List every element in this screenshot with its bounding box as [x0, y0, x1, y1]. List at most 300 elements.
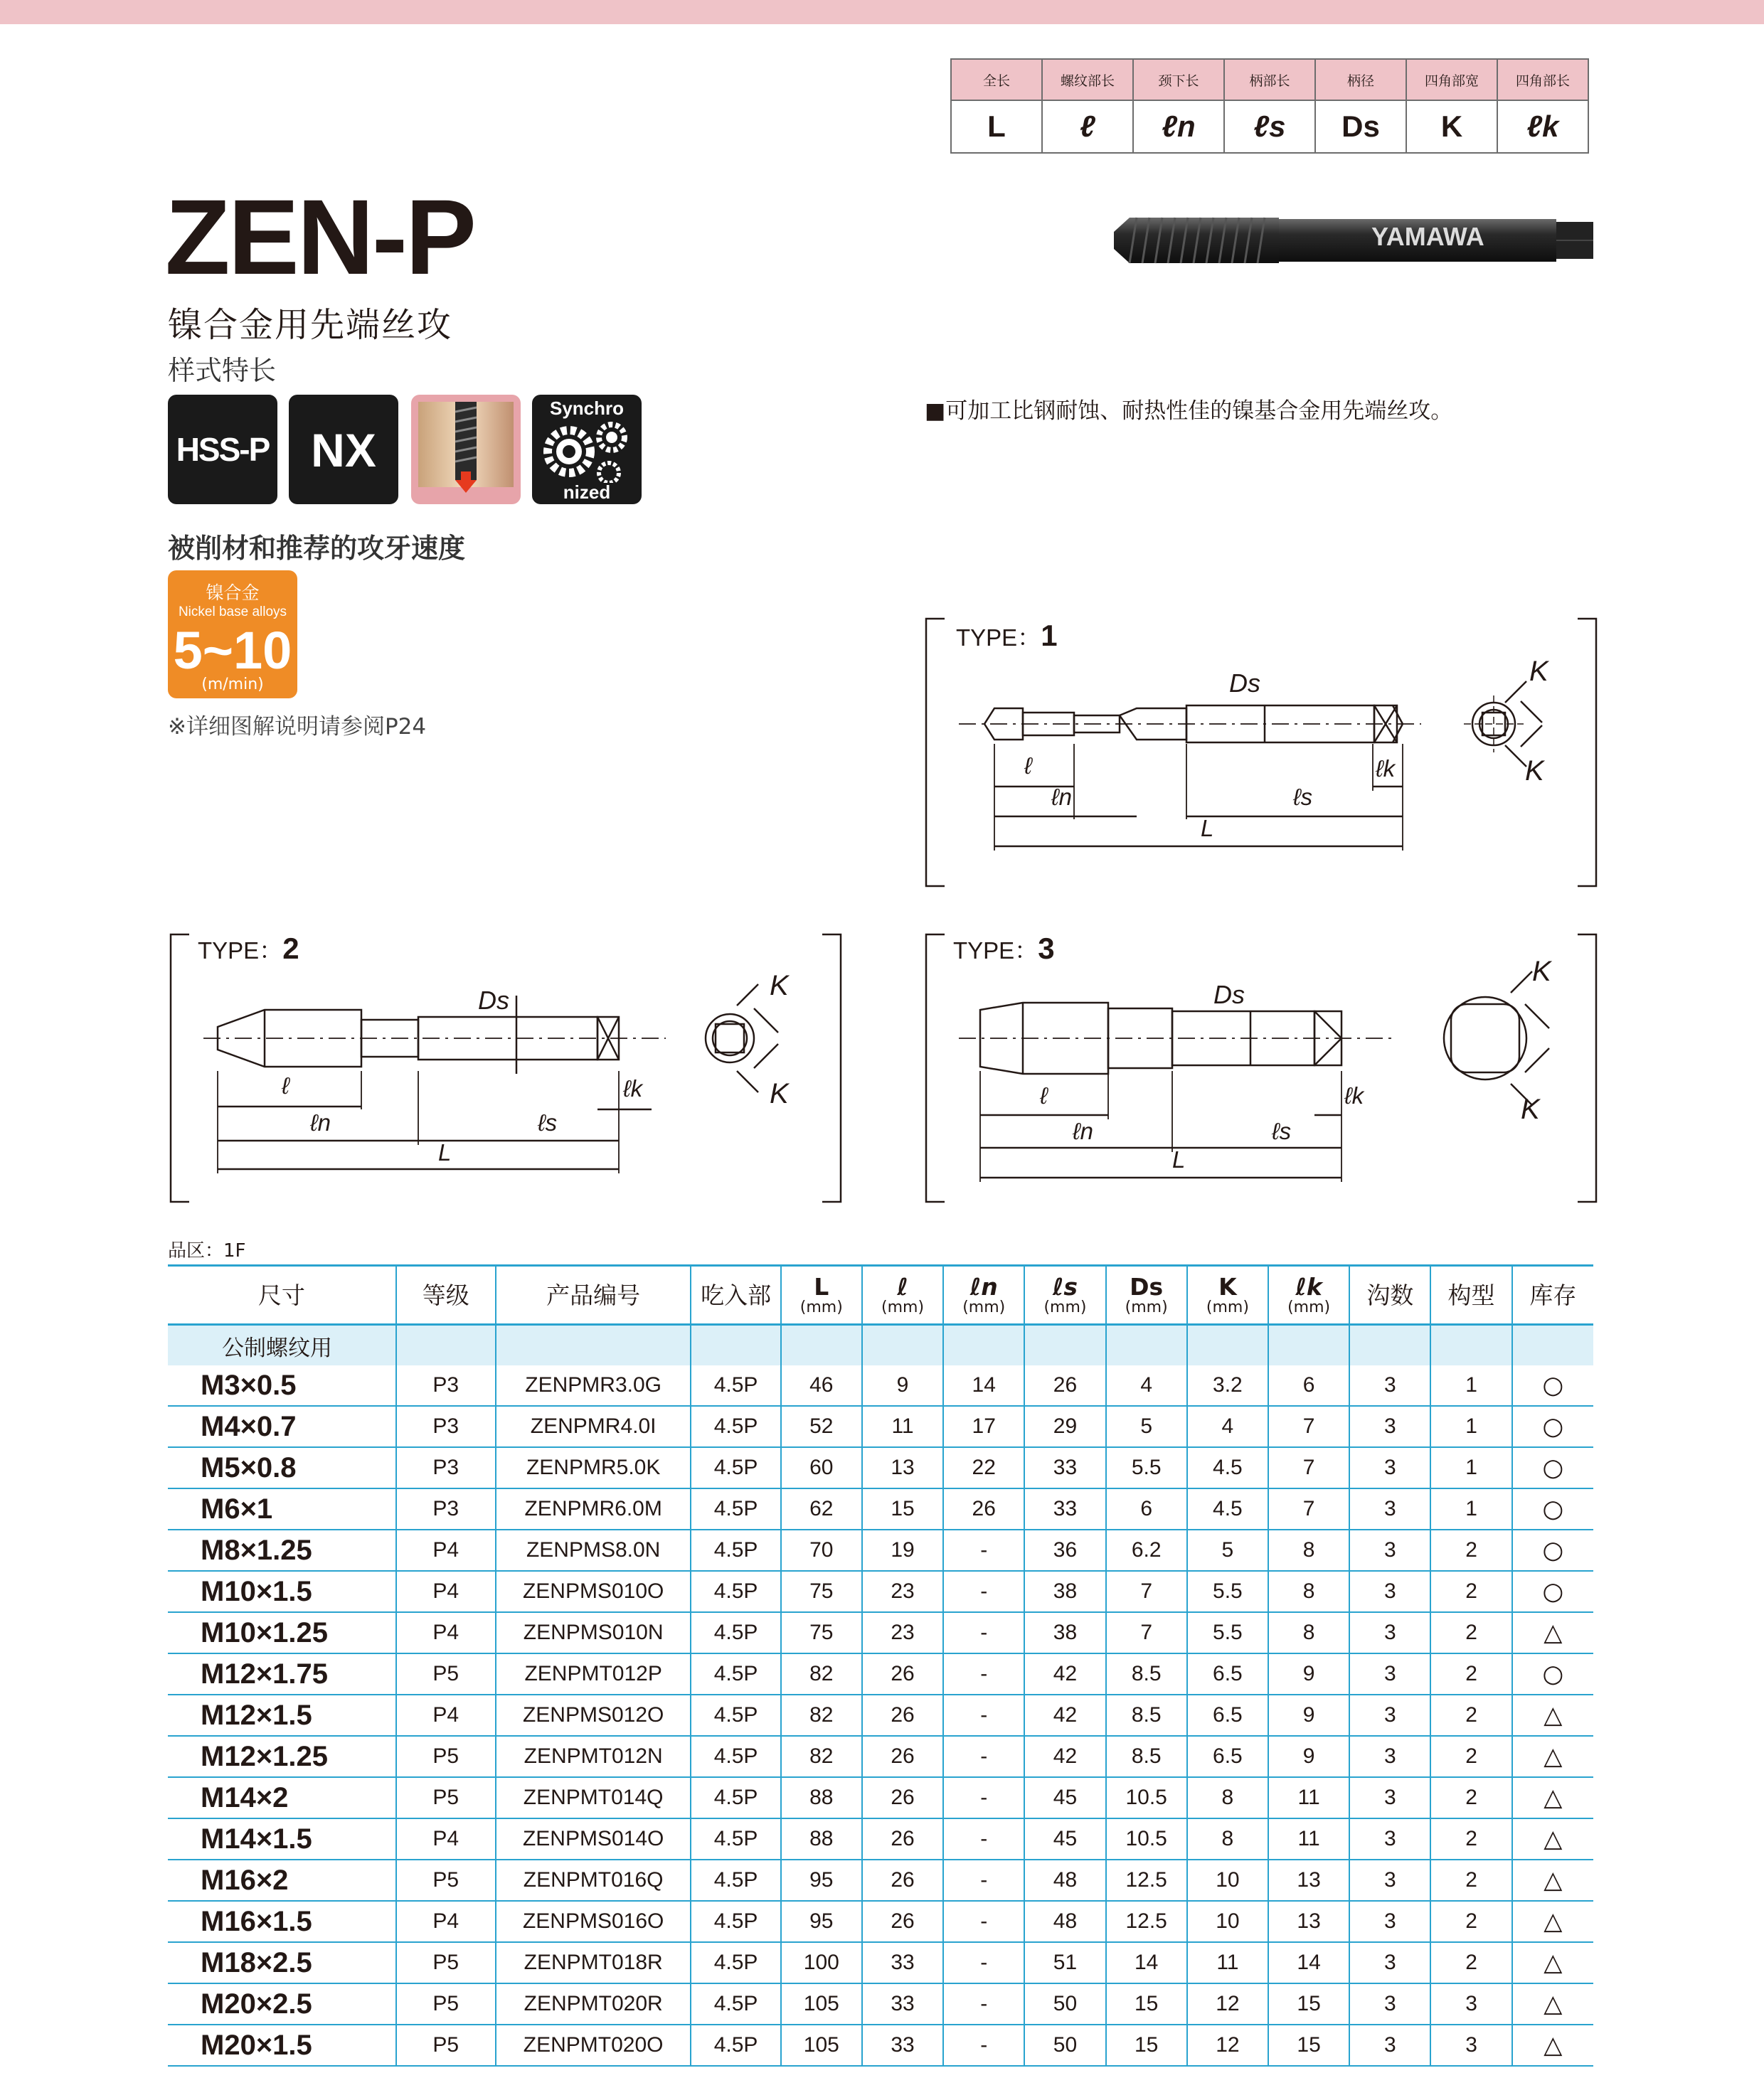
- table-cell: 4.5P: [691, 2025, 780, 2066]
- table-cell: 4.5P: [691, 1818, 780, 1860]
- table-cell: 11: [862, 1406, 943, 1447]
- stock-cell: △: [1512, 1942, 1593, 1983]
- table-cell: 8: [1187, 1818, 1268, 1860]
- table-cell: 33: [862, 1942, 943, 1983]
- column-header: [943, 1266, 1024, 1325]
- table-cell: 46: [781, 1365, 862, 1406]
- section-cell: [1349, 1325, 1430, 1366]
- table-cell: 13: [862, 1447, 943, 1488]
- table-cell: -: [943, 1818, 1024, 1860]
- table-cell: 7: [1268, 1447, 1349, 1488]
- table-cell: 42: [1024, 1736, 1105, 1777]
- table-cell: 4.5P: [691, 1653, 780, 1695]
- table-cell: 3: [1349, 1406, 1430, 1447]
- table-row: [168, 1983, 1593, 2025]
- size-cell: M16×2: [168, 1860, 396, 1901]
- table-cell: 5.5: [1187, 1571, 1268, 1612]
- table-cell: 51: [1024, 1942, 1105, 1983]
- table-cell: 15: [1106, 2025, 1187, 2066]
- type2-diagram: [168, 932, 844, 1205]
- speed-unit: (m/min): [201, 676, 264, 693]
- ln-label: ℓn: [310, 1109, 331, 1136]
- speed-badge: [168, 570, 297, 698]
- brand-mark: YAMAWA: [1371, 222, 1484, 251]
- table-cell: 2: [1430, 1818, 1511, 1860]
- table-cell: 14: [1268, 1942, 1349, 1983]
- product-title: ZEN-P: [165, 177, 474, 297]
- reference-note: ※详细图解说明请参阅P24: [168, 714, 427, 740]
- table-row: [168, 1406, 1593, 1447]
- table-row: [168, 1530, 1593, 1571]
- table-cell: 33: [1024, 1447, 1105, 1488]
- table-cell: P4: [396, 1818, 496, 1860]
- L-label: L: [1172, 1146, 1186, 1173]
- table-cell: 42: [1024, 1695, 1105, 1736]
- legend-header-cell: 颈下长: [1133, 59, 1224, 100]
- column-header-label: 沟数: [1366, 1281, 1414, 1309]
- table-row: [168, 1488, 1593, 1530]
- hss-p-icon: HSS-P: [168, 395, 277, 504]
- table-cell: 8: [1268, 1571, 1349, 1612]
- table-cell: 8.5: [1106, 1653, 1187, 1695]
- table-cell: 33: [862, 1983, 943, 2025]
- column-header: [1430, 1266, 1511, 1325]
- size-cell: M10×1.25: [168, 1612, 396, 1653]
- column-header-label: 构型: [1447, 1281, 1495, 1309]
- table-cell: 2: [1430, 1860, 1511, 1901]
- section-label: 公制螺纹用: [168, 1325, 396, 1366]
- table-cell: 8: [1187, 1777, 1268, 1818]
- table-cell: ZENPMS010N: [496, 1612, 691, 1653]
- column-header-unit: (mm): [1125, 1298, 1168, 1316]
- table-row: [168, 1901, 1593, 1942]
- table-cell: 2: [1430, 1571, 1511, 1612]
- table-cell: P5: [396, 1860, 496, 1901]
- table-cell: 4.5P: [691, 1406, 780, 1447]
- section-cell: [1106, 1325, 1187, 1366]
- l-label: ℓ: [1040, 1082, 1048, 1109]
- table-cell: P3: [396, 1406, 496, 1447]
- table-cell: 4.5P: [691, 1530, 780, 1571]
- top-band: [0, 0, 1764, 24]
- k-label-top: K: [1529, 656, 1548, 687]
- table-cell: ZENPMR5.0K: [496, 1447, 691, 1488]
- size-cell: M16×1.5: [168, 1901, 396, 1942]
- column-header: [862, 1266, 943, 1325]
- table-cell: 3: [1349, 1942, 1430, 1983]
- column-header-label: ℓn: [969, 1272, 998, 1301]
- size-cell: M12×1.5: [168, 1695, 396, 1736]
- table-cell: 4.5P: [691, 1488, 780, 1530]
- table-cell: 4: [1106, 1365, 1187, 1406]
- column-header-unit: (mm): [962, 1298, 1006, 1316]
- table-cell: 26: [862, 1777, 943, 1818]
- table-row: [168, 1365, 1593, 1406]
- table-cell: 48: [1024, 1860, 1105, 1901]
- legend-symbol-cell: ℓn: [1133, 100, 1224, 153]
- table-cell: 17: [943, 1406, 1024, 1447]
- table-cell: 95: [781, 1901, 862, 1942]
- legend-symbol-cell: K: [1406, 100, 1497, 153]
- table-cell: 60: [781, 1447, 862, 1488]
- stock-cell: ○: [1512, 1406, 1593, 1447]
- synchronized-icon: Synchro nized: [532, 395, 642, 504]
- table-cell: 2: [1430, 1901, 1511, 1942]
- table-cell: 8.5: [1106, 1695, 1187, 1736]
- table-cell: 50: [1024, 2025, 1105, 2066]
- table-cell: 48: [1024, 1901, 1105, 1942]
- table-cell: 9: [1268, 1695, 1349, 1736]
- lk-label: ℓk: [623, 1075, 643, 1102]
- legend-header-cell: 全长: [951, 59, 1042, 100]
- product-subtitle: 镍合金用先端丝攻: [168, 305, 453, 345]
- size-cell: M3×0.5: [168, 1365, 396, 1406]
- table-cell: 33: [1024, 1488, 1105, 1530]
- table-cell: P5: [396, 1736, 496, 1777]
- table-cell: 6: [1106, 1488, 1187, 1530]
- stock-cell: △: [1512, 1818, 1593, 1860]
- size-cell: M14×1.5: [168, 1818, 396, 1860]
- stock-cell: ○: [1512, 1365, 1593, 1406]
- stock-cell: △: [1512, 1901, 1593, 1942]
- table-cell: 26: [862, 1695, 943, 1736]
- table-cell: 7: [1268, 1406, 1349, 1447]
- table-cell: 11: [1268, 1818, 1349, 1860]
- table-cell: 13: [1268, 1860, 1349, 1901]
- table-cell: 105: [781, 1983, 862, 2025]
- table-cell: 22: [943, 1447, 1024, 1488]
- table-cell: ZENPMT012P: [496, 1653, 691, 1695]
- table-cell: 3.2: [1187, 1365, 1268, 1406]
- section-row: [168, 1325, 1593, 1366]
- table-cell: ZENPMT020O: [496, 2025, 691, 2066]
- stock-cell: ○: [1512, 1447, 1593, 1488]
- table-cell: 12.5: [1106, 1860, 1187, 1901]
- column-header-label: 库存: [1529, 1281, 1577, 1309]
- table-cell: 2: [1430, 1942, 1511, 1983]
- table-cell: 12: [1187, 2025, 1268, 2066]
- size-cell: M12×1.25: [168, 1736, 396, 1777]
- k-label-bottom: K: [1521, 1094, 1540, 1125]
- size-cell: M5×0.8: [168, 1447, 396, 1488]
- column-header-label: 产品编号: [546, 1281, 641, 1309]
- table-cell: 4.5P: [691, 1447, 780, 1488]
- size-cell: M20×1.5: [168, 2025, 396, 2066]
- table-cell: 23: [862, 1571, 943, 1612]
- size-cell: M4×0.7: [168, 1406, 396, 1447]
- feature-description: ■可加工比钢耐蚀、耐热性佳的镍基合金用先端丝攻。: [925, 398, 1453, 424]
- size-cell: M20×2.5: [168, 1983, 396, 2025]
- table-cell: 8.5: [1106, 1736, 1187, 1777]
- column-header-label: L: [814, 1272, 829, 1301]
- table-cell: 1: [1430, 1406, 1511, 1447]
- L-label: L: [438, 1139, 452, 1166]
- table-cell: P5: [396, 1653, 496, 1695]
- size-cell: M6×1: [168, 1488, 396, 1530]
- table-cell: 95: [781, 1860, 862, 1901]
- column-header-unit: (mm): [799, 1298, 843, 1316]
- table-cell: ZENPMT020R: [496, 1983, 691, 2025]
- table-cell: 3: [1349, 1530, 1430, 1571]
- table-cell: ZENPMR6.0M: [496, 1488, 691, 1530]
- table-cell: 26: [862, 1901, 943, 1942]
- table-cell: P5: [396, 2025, 496, 2066]
- table-cell: -: [943, 1530, 1024, 1571]
- table-cell: 10.5: [1106, 1818, 1187, 1860]
- table-cell: ZENPMT014Q: [496, 1777, 691, 1818]
- table-cell: 3: [1349, 1612, 1430, 1653]
- style-note: 样式特长: [168, 355, 277, 386]
- column-header-unit: (mm): [1206, 1298, 1249, 1316]
- table-cell: 4.5P: [691, 1983, 780, 2025]
- tap-product-photo: [1108, 212, 1599, 272]
- legend-symbol-cell: L: [951, 100, 1042, 153]
- stock-cell: △: [1512, 1736, 1593, 1777]
- table-cell: 52: [781, 1406, 862, 1447]
- size-cell: M10×1.5: [168, 1571, 396, 1612]
- table-row: [168, 1942, 1593, 1983]
- table-cell: 38: [1024, 1571, 1105, 1612]
- table-cell: 1: [1430, 1365, 1511, 1406]
- table-cell: ZENPMR3.0G: [496, 1365, 691, 1406]
- stock-cell: △: [1512, 1983, 1593, 2025]
- table-cell: 13: [1268, 1901, 1349, 1942]
- table-row: [168, 1571, 1593, 1612]
- table-cell: ZENPMS012O: [496, 1695, 691, 1736]
- table-cell: 75: [781, 1612, 862, 1653]
- column-header: [168, 1266, 396, 1325]
- table-cell: 4.5P: [691, 1736, 780, 1777]
- k-label-bottom: K: [1525, 755, 1544, 787]
- table-cell: ZENPMS8.0N: [496, 1530, 691, 1571]
- column-header-label: Ds: [1130, 1272, 1164, 1301]
- table-cell: P4: [396, 1695, 496, 1736]
- column-header: [1349, 1266, 1430, 1325]
- section-cell: [1187, 1325, 1268, 1366]
- table-cell: 4.5P: [691, 1942, 780, 1983]
- table-cell: -: [943, 1612, 1024, 1653]
- table-cell: 4.5P: [691, 1777, 780, 1818]
- table-cell: 26: [1024, 1365, 1105, 1406]
- L-label: L: [1201, 815, 1214, 841]
- legend-header-cell: 螺纹部长: [1042, 59, 1133, 100]
- k-label-top: K: [1532, 956, 1551, 987]
- table-cell: 9: [1268, 1736, 1349, 1777]
- ds-label: Ds: [478, 986, 509, 1015]
- table-cell: -: [943, 1736, 1024, 1777]
- type3-diagram: [923, 932, 1599, 1205]
- column-header: [496, 1266, 691, 1325]
- section-cell: [691, 1325, 780, 1366]
- table-row: [168, 1695, 1593, 1736]
- table-cell: 5.5: [1187, 1612, 1268, 1653]
- column-header: [1268, 1266, 1349, 1325]
- ls-label: ℓs: [1272, 1118, 1292, 1144]
- table-cell: ZENPMS014O: [496, 1818, 691, 1860]
- table-cell: 4: [1187, 1406, 1268, 1447]
- table-cell: P3: [396, 1365, 496, 1406]
- column-header-unit: (mm): [1287, 1298, 1331, 1316]
- lk-label: ℓk: [1376, 755, 1396, 782]
- table-cell: 42: [1024, 1653, 1105, 1695]
- table-cell: 5.5: [1106, 1447, 1187, 1488]
- column-header-label: ℓk: [1295, 1272, 1322, 1301]
- legend-header-cell: 四角部宽: [1406, 59, 1497, 100]
- table-cell: 11: [1268, 1777, 1349, 1818]
- table-cell: 9: [862, 1365, 943, 1406]
- table-cell: 105: [781, 2025, 862, 2066]
- table-cell: 36: [1024, 1530, 1105, 1571]
- nx-coating-icon: NX: [289, 395, 398, 504]
- table-cell: 10.5: [1106, 1777, 1187, 1818]
- table-cell: ZENPMT012N: [496, 1736, 691, 1777]
- table-cell: 3: [1349, 1860, 1430, 1901]
- table-cell: 6.5: [1187, 1653, 1268, 1695]
- table-cell: -: [943, 1571, 1024, 1612]
- table-cell: ZENPMR4.0I: [496, 1406, 691, 1447]
- table-cell: 8: [1268, 1530, 1349, 1571]
- ln-label: ℓn: [1073, 1118, 1094, 1144]
- l-label: ℓ: [1024, 752, 1032, 779]
- stock-cell: △: [1512, 2025, 1593, 2066]
- ln-label: ℓn: [1051, 784, 1073, 810]
- table-cell: 15: [1268, 2025, 1349, 2066]
- table-row: [168, 1736, 1593, 1777]
- spiral-point-icon: [411, 395, 521, 504]
- speed-section-title: 被削材和推荐的攻牙速度: [168, 533, 466, 564]
- table-cell: 4.5: [1187, 1447, 1268, 1488]
- table-cell: 14: [943, 1365, 1024, 1406]
- section-cell: [781, 1325, 862, 1366]
- table-cell: 26: [862, 1818, 943, 1860]
- table-cell: 6.5: [1187, 1695, 1268, 1736]
- table-cell: -: [943, 1653, 1024, 1695]
- column-header-label: ℓs: [1052, 1272, 1078, 1301]
- l-label: ℓ: [282, 1072, 289, 1099]
- legend-symbol-cell: Ds: [1315, 100, 1406, 153]
- table-cell: 45: [1024, 1818, 1105, 1860]
- legend-symbol-cell: ℓs: [1224, 100, 1315, 153]
- size-cell: M18×2.5: [168, 1942, 396, 1983]
- table-cell: 33: [862, 2025, 943, 2066]
- speed-value: 5~10: [173, 621, 292, 680]
- table-row: [168, 1777, 1593, 1818]
- column-header-label: 尺寸: [257, 1281, 305, 1309]
- table-cell: 88: [781, 1777, 862, 1818]
- table-cell: 11: [1187, 1942, 1268, 1983]
- table-cell: 15: [1268, 1983, 1349, 2025]
- table-cell: 12.5: [1106, 1901, 1187, 1942]
- dimension-legend-table: [950, 58, 1589, 154]
- table-cell: 7: [1106, 1612, 1187, 1653]
- table-cell: 3: [1349, 1736, 1430, 1777]
- ds-label: Ds: [1213, 980, 1245, 1009]
- stock-cell: △: [1512, 1860, 1593, 1901]
- gear-icon: [532, 416, 642, 483]
- table-cell: -: [943, 1942, 1024, 1983]
- legend-header-cell: 四角部长: [1497, 59, 1588, 100]
- area-note: 品区：1F: [168, 1240, 246, 1262]
- size-cell: M12×1.75: [168, 1653, 396, 1695]
- table-cell: 3: [1349, 1777, 1430, 1818]
- type2-label: TYPE：2: [198, 932, 299, 965]
- table-cell: P5: [396, 1983, 496, 2025]
- table-cell: 3: [1430, 1983, 1511, 2025]
- table-cell: 6.5: [1187, 1736, 1268, 1777]
- column-header-label: 等级: [422, 1281, 469, 1309]
- table-cell: 26: [862, 1860, 943, 1901]
- table-cell: 2: [1430, 1653, 1511, 1695]
- column-header-unit: (mm): [1043, 1298, 1087, 1316]
- table-cell: 1: [1430, 1488, 1511, 1530]
- section-cell: [862, 1325, 943, 1366]
- table-row: [168, 2025, 1593, 2066]
- stock-cell: △: [1512, 1777, 1593, 1818]
- table-cell: 45: [1024, 1777, 1105, 1818]
- column-header-label: ℓ: [897, 1272, 908, 1301]
- table-cell: 3: [1349, 1571, 1430, 1612]
- table-cell: 4.5: [1187, 1488, 1268, 1530]
- column-header: [1187, 1266, 1268, 1325]
- table-cell: P5: [396, 1942, 496, 1983]
- table-cell: 3: [1430, 2025, 1511, 2066]
- column-header: [691, 1266, 780, 1325]
- table-cell: 2: [1430, 1736, 1511, 1777]
- table-row: [168, 1653, 1593, 1695]
- table-cell: 75: [781, 1571, 862, 1612]
- table-cell: 82: [781, 1695, 862, 1736]
- table-cell: 19: [862, 1530, 943, 1571]
- stock-cell: ○: [1512, 1653, 1593, 1695]
- stock-cell: ○: [1512, 1530, 1593, 1571]
- table-cell: 15: [862, 1488, 943, 1530]
- table-cell: 6.2: [1106, 1530, 1187, 1571]
- table-cell: 88: [781, 1818, 862, 1860]
- table-cell: -: [943, 1777, 1024, 1818]
- material-label-en: Nickel base alloys: [178, 604, 287, 619]
- table-cell: 4.5P: [691, 1860, 780, 1901]
- table-cell: 4.5P: [691, 1612, 780, 1653]
- table-cell: 7: [1268, 1488, 1349, 1530]
- table-cell: 3: [1349, 2025, 1430, 2066]
- material-label: 镍合金: [206, 582, 260, 603]
- table-cell: ZENPMS010O: [496, 1571, 691, 1612]
- table-cell: 3: [1349, 1488, 1430, 1530]
- k-label-bottom: K: [770, 1078, 789, 1109]
- type3-label: TYPE：3: [953, 932, 1055, 965]
- table-cell: 3: [1349, 1365, 1430, 1406]
- table-cell: 1: [1430, 1447, 1511, 1488]
- table-cell: 2: [1430, 1695, 1511, 1736]
- table-cell: ZENPMS016O: [496, 1901, 691, 1942]
- table-cell: 38: [1024, 1612, 1105, 1653]
- size-cell: M14×2: [168, 1777, 396, 1818]
- legend-header-cell: 柄径: [1315, 59, 1406, 100]
- table-cell: 4.5P: [691, 1695, 780, 1736]
- table-cell: P5: [396, 1777, 496, 1818]
- ds-label: Ds: [1229, 668, 1260, 698]
- section-cell: [1024, 1325, 1105, 1366]
- stock-cell: △: [1512, 1612, 1593, 1653]
- size-cell: M8×1.25: [168, 1530, 396, 1571]
- stock-cell: ○: [1512, 1488, 1593, 1530]
- stock-cell: ○: [1512, 1571, 1593, 1612]
- section-cell: [1430, 1325, 1511, 1366]
- table-cell: 26: [862, 1736, 943, 1777]
- spec-table: [168, 1264, 1593, 2067]
- table-cell: 2: [1430, 1612, 1511, 1653]
- table-cell: 14: [1106, 1942, 1187, 1983]
